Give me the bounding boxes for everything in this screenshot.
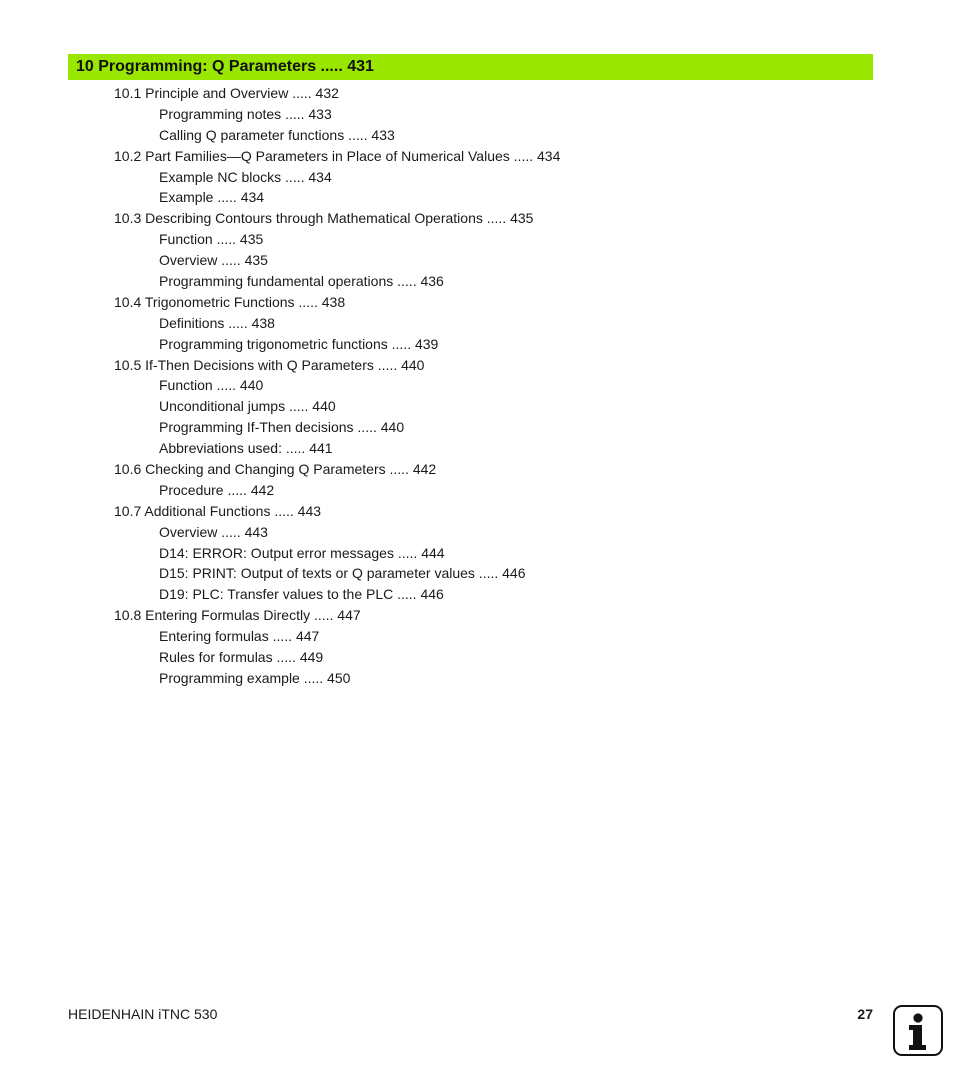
toc-subsection-entry[interactable]: Unconditional jumps ..... 440 [159, 398, 336, 415]
toc-subsection-entry[interactable]: Programming trigonometric functions ..... 439 [159, 335, 439, 352]
toc-section-entry[interactable]: 10.1 Principle and Overview ..... 432 [114, 85, 339, 101]
toc-subsection-entry[interactable]: Overview ..... 443 [159, 523, 268, 540]
toc-section-entry[interactable]: 10.4 Trigonometric Functions ..... 438 [114, 293, 346, 310]
toc-subsection-entry[interactable]: Calling Q parameter functions ..... 433 [159, 126, 395, 143]
toc-subsection-entry[interactable]: D19: PLC: Transfer values to the PLC ..... 446 [159, 586, 444, 603]
toc-section-entry[interactable]: 10.2 Part Families—Q Parameters in Place of Numerical Values ..... 434 [114, 147, 561, 164]
toc-subsection-entry[interactable]: Programming If-Then decisions ..... 440 [159, 419, 405, 436]
toc-subsection-entry[interactable]: Function ..... 440 [159, 377, 264, 394]
toc-subsection-entry[interactable]: Programming notes ..... 433 [159, 105, 332, 122]
toc-section-entry[interactable]: 10.6 Checking and Changing Q Parameters ..... 442 [114, 461, 437, 478]
footer-product-name: HEIDENHAIN iTNC 530 [68, 1006, 218, 1022]
toc-subsection-entry[interactable]: Procedure ..... 442 [159, 481, 275, 498]
toc-subsection-entry[interactable]: Example ..... 434 [159, 189, 265, 206]
toc-subsection-entry[interactable]: Example NC blocks ..... 434 [159, 168, 332, 185]
info-icon [893, 1005, 943, 1056]
toc-subsection-entry[interactable]: Entering formulas ..... 447 [159, 628, 320, 645]
toc-section-entry[interactable]: 10.7 Additional Functions ..... 443 [114, 502, 322, 519]
toc-subsection-entry[interactable]: D15: PRINT: Output of texts or Q parameter values ..... 446 [159, 565, 526, 582]
toc-section-entry[interactable]: 10.5 If-Then Decisions with Q Parameters ..... 440 [114, 356, 425, 373]
toc-subsection-entry[interactable]: Overview ..... 435 [159, 252, 268, 269]
toc-subsection-entry[interactable]: D14: ERROR: Output error messages ..... 444 [159, 544, 445, 561]
chapter-title: 10 Programming: Q Parameters ..... 431 [76, 58, 374, 75]
toc-subsection-entry[interactable]: Abbreviations used: ..... 441 [159, 440, 333, 457]
toc-subsection-entry[interactable]: Rules for formulas ..... 449 [159, 649, 324, 666]
toc-section-entry[interactable]: 10.8 Entering Formulas Directly ..... 447 [114, 607, 361, 624]
toc-subsection-entry[interactable]: Definitions ..... 438 [159, 314, 275, 331]
toc-subsection-entry[interactable]: Function ..... 435 [159, 231, 264, 248]
table-of-contents [0, 83, 954, 689]
toc-section-entry[interactable]: 10.3 Describing Contours through Mathematical Operations ..... 435 [114, 210, 534, 227]
toc-subsection-entry[interactable]: Programming example ..... 450 [159, 669, 351, 686]
page-number: 27 [857, 1006, 873, 1022]
chapter-heading [68, 54, 873, 80]
toc-subsection-entry[interactable]: Programming fundamental operations ..... 436 [159, 273, 444, 290]
